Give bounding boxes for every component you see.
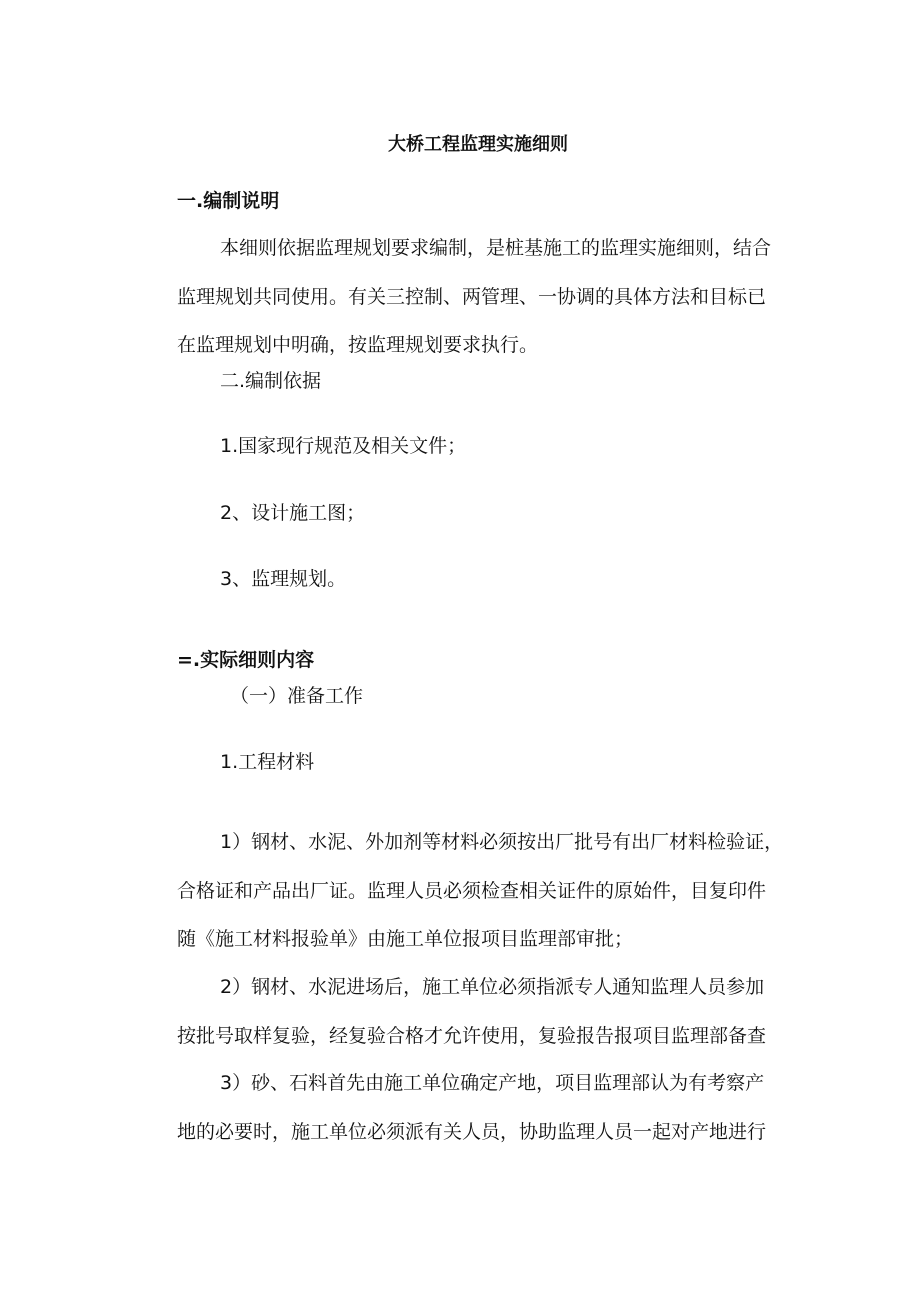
paragraph-line: 合格证和产品出厂证。监理人员必须检查相关证件的原始件，目复印件 <box>177 880 767 902</box>
paragraph-line: 在监理规划中明确，按监理规划要求执行。 <box>177 334 539 356</box>
section-heading-2: 二.编制依据 <box>220 370 322 392</box>
section-heading-1: 一.编制说明 <box>177 190 280 212</box>
paragraph-line: 按批号取样复验，经复验合格才允许使用，复验报告报项目监理部备查 <box>177 1025 767 1047</box>
subitem-heading: 1.工程材料 <box>220 751 315 773</box>
paragraph-line: 3）砂、石料首先由施工单位确定产地，项目监理部认为有考察产 <box>220 1072 765 1094</box>
list-item: 1.国家现行规范及相关文件； <box>220 435 467 457</box>
paragraph-line: 地的必要时，施工单位必须派有关人员，协助监理人员一起对产地进行 <box>177 1121 767 1143</box>
subheading: （一）准备工作 <box>230 685 364 707</box>
paragraph-line: 监理规划共同使用。有关三控制、两管理、一协调的具体方法和目标已 <box>177 286 767 308</box>
paragraph-line: 本细则依据监理规划要求编制，是桩基施工的监理实施细则，结合 <box>220 237 772 259</box>
paragraph-line: 2）钢材、水泥进场后，施工单位必须指派专人通知监理人员参加 <box>220 976 765 998</box>
list-item: 3、监理规划。 <box>220 568 347 590</box>
paragraph-line: 1）钢材、水泥、外加剂等材料必须按出厂批号有出厂材料检验证， <box>220 831 784 853</box>
section-heading-3: =.实际细则内容 <box>177 649 315 671</box>
list-item: 2、设计施工图； <box>220 502 366 524</box>
paragraph-line: 随《施工材料报验单》由施工单位报项目监理部审批； <box>177 928 634 950</box>
page-title: 大桥工程监理实施细则 <box>388 134 568 155</box>
